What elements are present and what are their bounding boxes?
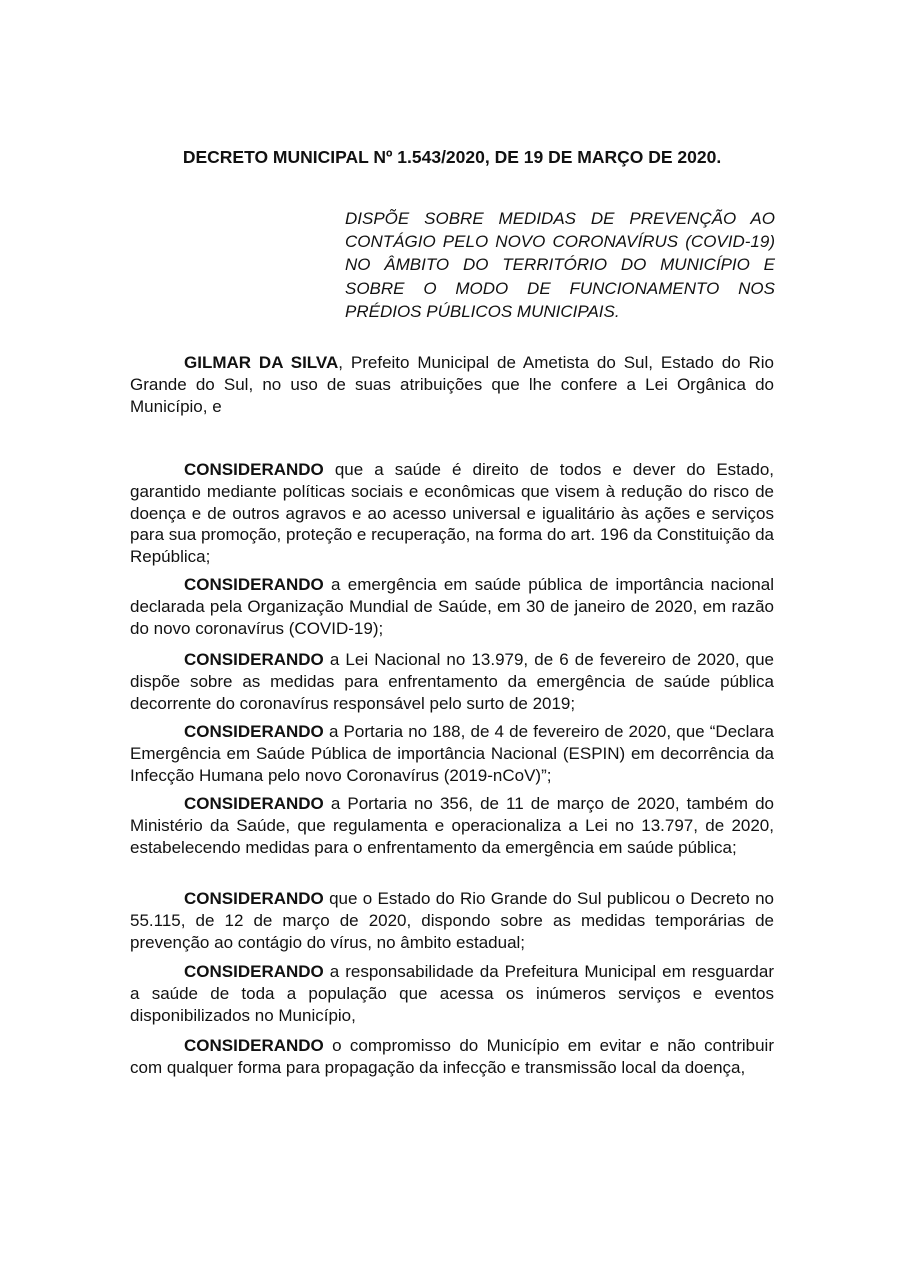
- considerando-label: CONSIDERANDO: [184, 722, 324, 741]
- considerando-paragraph: [130, 888, 774, 953]
- considerando-text: a responsabilidade da Prefeitura Municipal em resguardar a saúde de toda a população que acessa os inúmeros serviços e eventos disponibilizados no Município,: [130, 962, 774, 1025]
- considerando-label: CONSIDERANDO: [184, 794, 324, 813]
- considerando-label: CONSIDERANDO: [184, 962, 324, 981]
- considerando-text: a emergência em saúde pública de importância nacional declarada pela Organização Mundial de Saúde, em 30 de janeiro de 2020, em razão do novo coronavírus (COVID-19);: [130, 575, 774, 638]
- considerando-paragraph: [130, 574, 774, 639]
- considerando-text: que o Estado do Rio Grande do Sul publicou o Decreto no 55.115, de 12 de março de 2020, dispondo sobre as medidas temporárias de prevenção ao contágio do vírus, no âmbito estadual;: [130, 889, 774, 952]
- considerando-text: a Portaria no 356, de 11 de março de 2020, também do Ministério da Saúde, que regulamenta e operacionaliza a Lei no 13.797, de 2020, estabelecendo medidas para o enfrentamento da emergência em saúde pública;: [130, 794, 774, 857]
- considerando-text: o compromisso do Município em evitar e não contribuir com qualquer forma para propagação da infecção e transmissão local da doença,: [130, 1036, 774, 1077]
- intro-text: , Prefeito Municipal de Ametista do Sul, Estado do Rio Grande do Sul, no uso de suas atribuições que lhe confere a Lei Orgânica do Município, e: [130, 353, 775, 416]
- mayor-name: GILMAR DA SILVA: [184, 353, 339, 372]
- considerando-text: a Lei Nacional no 13.979, de 6 de fevereiro de 2020, que dispõe sobre as medidas para enfrentamento da emergência de saúde pública decorrente do coronavírus responsável pelo surto de 2019;: [130, 650, 774, 713]
- considerando-label: CONSIDERANDO: [184, 460, 324, 479]
- considerando-text: a Portaria no 188, de 4 de fevereiro de 2020, que “Declara Emergência em Saúde Pública de importância Nacional (ESPIN) em decorrência da Infecção Humana pelo novo Coronavírus (2019-nCoV)”;: [130, 722, 774, 785]
- considerando-paragraph: [130, 961, 774, 1026]
- decree-ementa: DISPÕE SOBRE MEDIDAS DE PREVENÇÃO AO CONTÁGIO PELO NOVO CORONAVÍRUS (COVID-19) NO ÂMBITO DO TERRITÓRIO DO MUNICÍPIO E SOBRE O MODO DE FUNCIONAMENTO NOS PRÉDIOS PÚBLICOS MUNICIPAIS.: [345, 209, 775, 321]
- considerando-label: CONSIDERANDO: [184, 575, 324, 594]
- considerando-paragraph: [130, 459, 774, 568]
- considerando-paragraph: [130, 649, 774, 714]
- intro-paragraph: [130, 352, 774, 417]
- considerando-paragraph: [130, 1035, 774, 1079]
- decree-title: DECRETO MUNICIPAL Nº 1.543/2020, DE 19 DE MARÇO DE 2020.: [182, 147, 722, 167]
- considerando-label: CONSIDERANDO: [184, 1036, 324, 1055]
- considerando-paragraph: [130, 721, 774, 786]
- considerando-label: CONSIDERANDO: [184, 889, 324, 908]
- considerando-paragraph: [130, 793, 774, 858]
- considerando-label: CONSIDERANDO: [184, 650, 324, 669]
- considerando-text: que a saúde é direito de todos e dever do Estado, garantido mediante políticas sociais e econômicas que visem à redução do risco de doença e de outros agravos e ao acesso universal e igualitário às ações e serviços para sua promoção, proteção e recuperação, na forma do art. 196 da Constituição da República;: [130, 460, 774, 567]
